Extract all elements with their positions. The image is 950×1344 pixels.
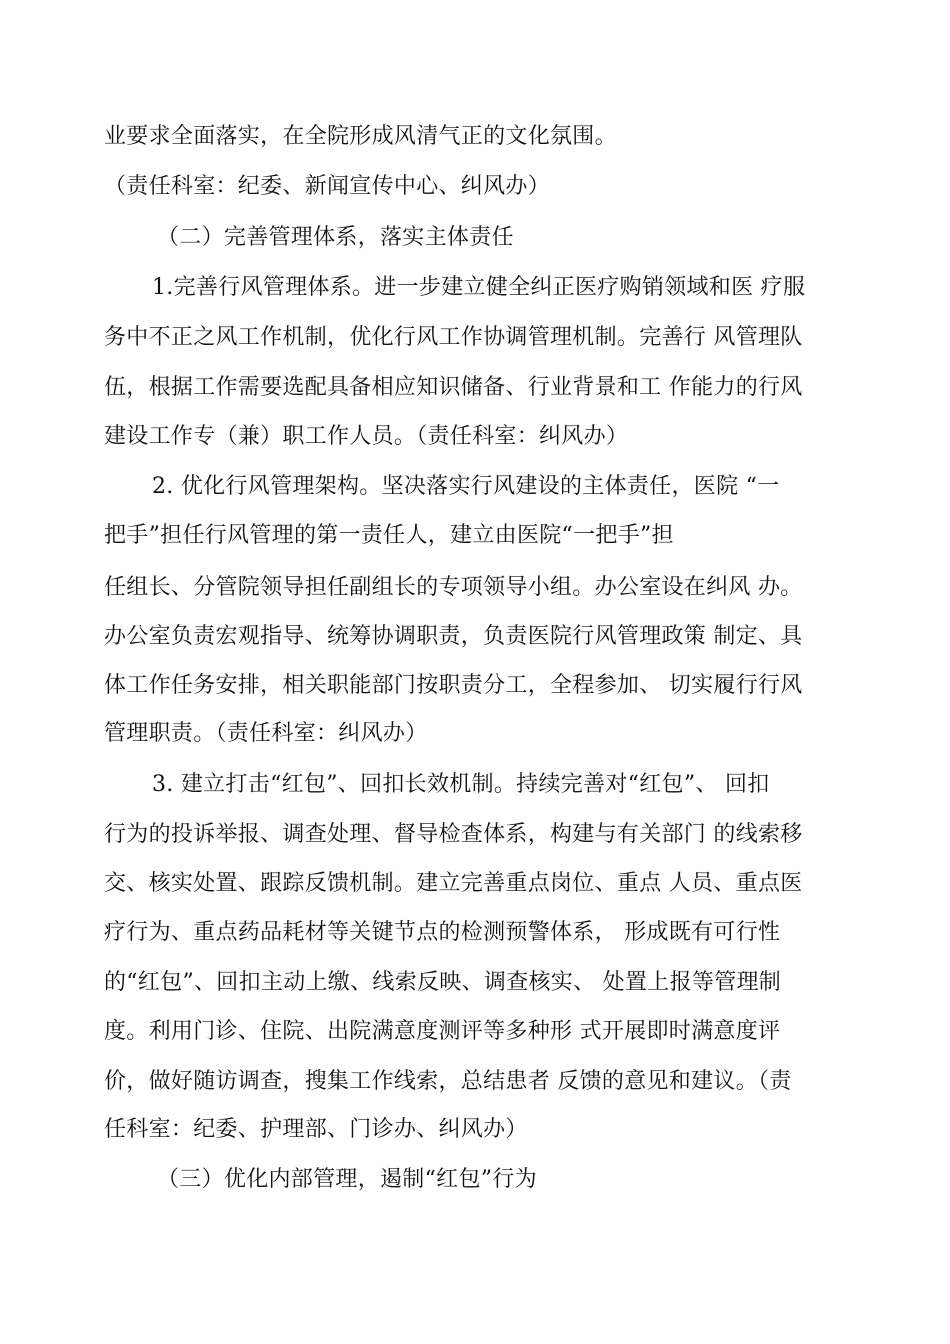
text-line: 的“红包”、回扣主动上缴、线索反映、调查核实、 处置上报等管理制 — [104, 970, 782, 995]
text-line: 体工作任务安排，相关职能部门按职责分工，全程参加、 切实履行行风 — [104, 673, 803, 698]
section-heading: （三）优化内部管理，遏制“红包”行为 — [157, 1167, 537, 1192]
text-line: 1.完善行风管理体系。进一步建立健全纠正医疗购销领域和医 疗服 — [152, 275, 806, 300]
text-line: 度。利用门诊、住院、出院满意度测评等多种形 式开展即时满意度评 — [104, 1019, 781, 1044]
text-line: 把手”担任行风管理的第一责任人，建立由医院“一把手”担 — [104, 523, 674, 548]
text-line: 任组长、分管院领导担任副组长的专项领导小组。办公室设在纠风 办。 — [104, 575, 803, 600]
text-line: 伍，根据工作需要选配具备相应知识储备、行业背景和工 作能力的行风 — [104, 375, 803, 400]
text-line: 2. 优化行风管理架构。坚决落实行风建设的主体责任，医院 “一 — [152, 474, 780, 499]
text-line: 业要求全面落实，在全院形成风清气正的文化氛围。 — [104, 124, 617, 149]
text-line: 建设工作专（兼）职工作人员。（责任科室：纠风办） — [104, 424, 629, 449]
text-line: 务中不正之风工作机制，优化行风工作协调管理机制。完善行 风管理队 — [104, 325, 803, 350]
text-line: 任科室：纪委、护理部、门诊办、纠风办） — [104, 1117, 528, 1142]
text-line: 管理职责。（责任科室：纠风办） — [104, 721, 428, 746]
text-line: 疗行为、重点药品耗材等关键节点的检测预警体系， 形成既有可行性 — [104, 920, 781, 945]
text-line: （责任科室：纪委、新闻宣传中心、纠风办） — [104, 174, 551, 199]
text-line: 3. 建立打击“红包”、回扣长效机制。持续完善对“红包”、 回扣 — [152, 772, 770, 797]
section-heading: （二）完善管理体系，落实主体责任 — [157, 225, 514, 250]
text-line: 办公室负责宏观指导、统筹协调职责，负责医院行风管理政策 制定、具 — [104, 624, 803, 649]
text-line: 交、核实处置、跟踪反馈机制。建立完善重点岗位、重点 人员、重点医 — [104, 871, 803, 896]
text-line: 价，做好随访调查，搜集工作线索，总结患者 反馈的意见和建议。（责 — [104, 1069, 792, 1094]
text-line: 行为的投诉举报、调查处理、督导检查体系，构建与有关部门 的线索移 — [104, 822, 803, 847]
